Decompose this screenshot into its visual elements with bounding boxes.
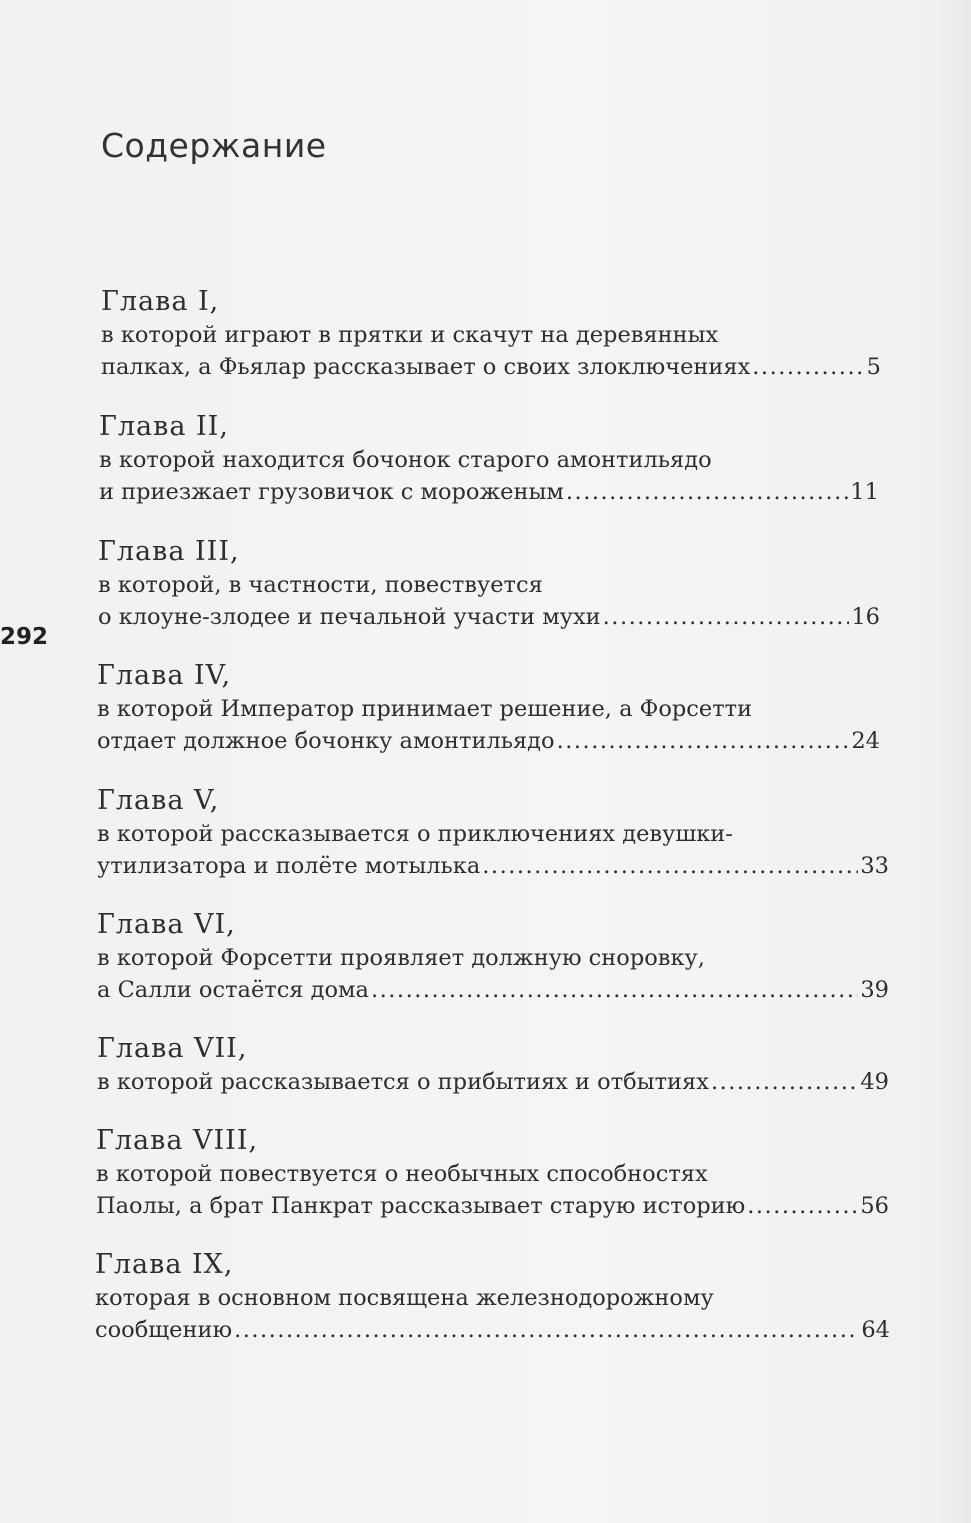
chapter-leader-line: [98, 601, 880, 633]
chapter-description-line: которая в основном посвящена железнодорожному: [95, 1285, 714, 1311]
chapter-heading: Глава II,: [99, 411, 229, 442]
chapter-leader-line: [97, 1066, 889, 1098]
dot-leader: [603, 601, 850, 633]
chapter-description-line: сообщению: [95, 1317, 233, 1343]
chapter-description-line: отдает должное бочонку амонтильядо: [97, 728, 555, 754]
page-number: 292: [0, 624, 49, 650]
chapter-leader-line: [96, 1190, 889, 1222]
chapter-leader-line: [99, 476, 879, 508]
chapter-page-number: 56: [860, 1193, 889, 1219]
toc-entry-chapter-8: [96, 1124, 889, 1222]
chapter-description-line: в которой рассказывается о прибытиях и отбытиях: [97, 1069, 709, 1095]
chapter-description-line: в которой находится бочонок старого амонтильядо: [99, 447, 712, 473]
chapter-leader-line: [97, 725, 880, 757]
chapter-description-line: в которой играют в прятки и скачут на деревянных: [101, 322, 719, 348]
chapter-leader-line: [95, 1314, 890, 1346]
chapter-page-number: 5: [866, 354, 881, 380]
chapter-description-line: Паолы, а брат Панкрат рассказывает старую историю: [96, 1193, 746, 1219]
chapter-heading: Глава V,: [97, 785, 220, 816]
chapter-page-number: 64: [861, 1317, 890, 1343]
dot-leader: [371, 974, 858, 1006]
chapter-heading: Глава VIII,: [96, 1125, 259, 1156]
chapter-heading: Глава I,: [101, 286, 220, 317]
dot-leader: [752, 351, 864, 383]
chapter-page-number: 39: [860, 977, 889, 1003]
chapter-heading: Глава VII,: [97, 1033, 248, 1064]
chapter-page-number: 16: [851, 604, 880, 630]
chapter-page-number: 33: [860, 853, 889, 879]
chapter-description-line: о клоуне-злодее и печальной участи мухи: [98, 604, 601, 630]
dot-leader: [234, 1314, 859, 1346]
chapter-leader-line: [101, 351, 881, 383]
dot-leader: [711, 1066, 858, 1098]
chapter-page-number: 24: [851, 728, 880, 754]
chapter-heading: Глава IX,: [95, 1249, 234, 1280]
toc-entry-chapter-9: [95, 1248, 890, 1346]
chapter-page-number: 11: [850, 479, 879, 505]
chapter-description-line: утилизатора и полёте мотылька: [97, 853, 481, 879]
chapter-description-line: в которой повествуется о необычных способностях: [96, 1161, 708, 1187]
dot-leader: [566, 476, 848, 508]
chapter-heading: Глава IV,: [97, 660, 232, 691]
chapter-description-line: в которой Форсетти проявляет должную сноровку,: [97, 945, 705, 971]
chapter-page-number: 49: [860, 1069, 889, 1095]
chapter-heading: Глава III,: [98, 536, 240, 567]
toc-entry-chapter-3: [98, 535, 880, 633]
dot-leader: [557, 725, 850, 757]
chapter-description-line: в которой рассказывается о приключениях девушки-: [97, 821, 733, 847]
page-title: Содержание: [101, 126, 327, 165]
toc-entry-chapter-5: [97, 784, 889, 882]
toc-entry-chapter-4: [97, 659, 880, 757]
chapter-description-line: и приезжает грузовичок с мороженым: [99, 479, 564, 505]
dot-leader: [482, 850, 858, 882]
chapter-description-line: палках, а Фьялар рассказывает о своих злоключениях: [101, 354, 751, 380]
toc-entry-chapter-6: [97, 908, 889, 1006]
chapter-description-line: в которой, в частности, повествуется: [98, 572, 543, 598]
chapter-leader-line: [97, 850, 889, 882]
toc-entry-chapter-1: [101, 285, 881, 383]
chapter-description-line: а Салли остаётся дома: [97, 977, 369, 1003]
chapter-leader-line: [97, 974, 889, 1006]
chapter-description-line: в которой Император принимает решение, а Форсетти: [97, 696, 753, 722]
toc-entry-chapter-7: [97, 1032, 889, 1098]
chapter-heading: Глава VI,: [97, 909, 236, 940]
toc-entry-chapter-2: [99, 410, 879, 508]
dot-leader: [747, 1190, 858, 1222]
